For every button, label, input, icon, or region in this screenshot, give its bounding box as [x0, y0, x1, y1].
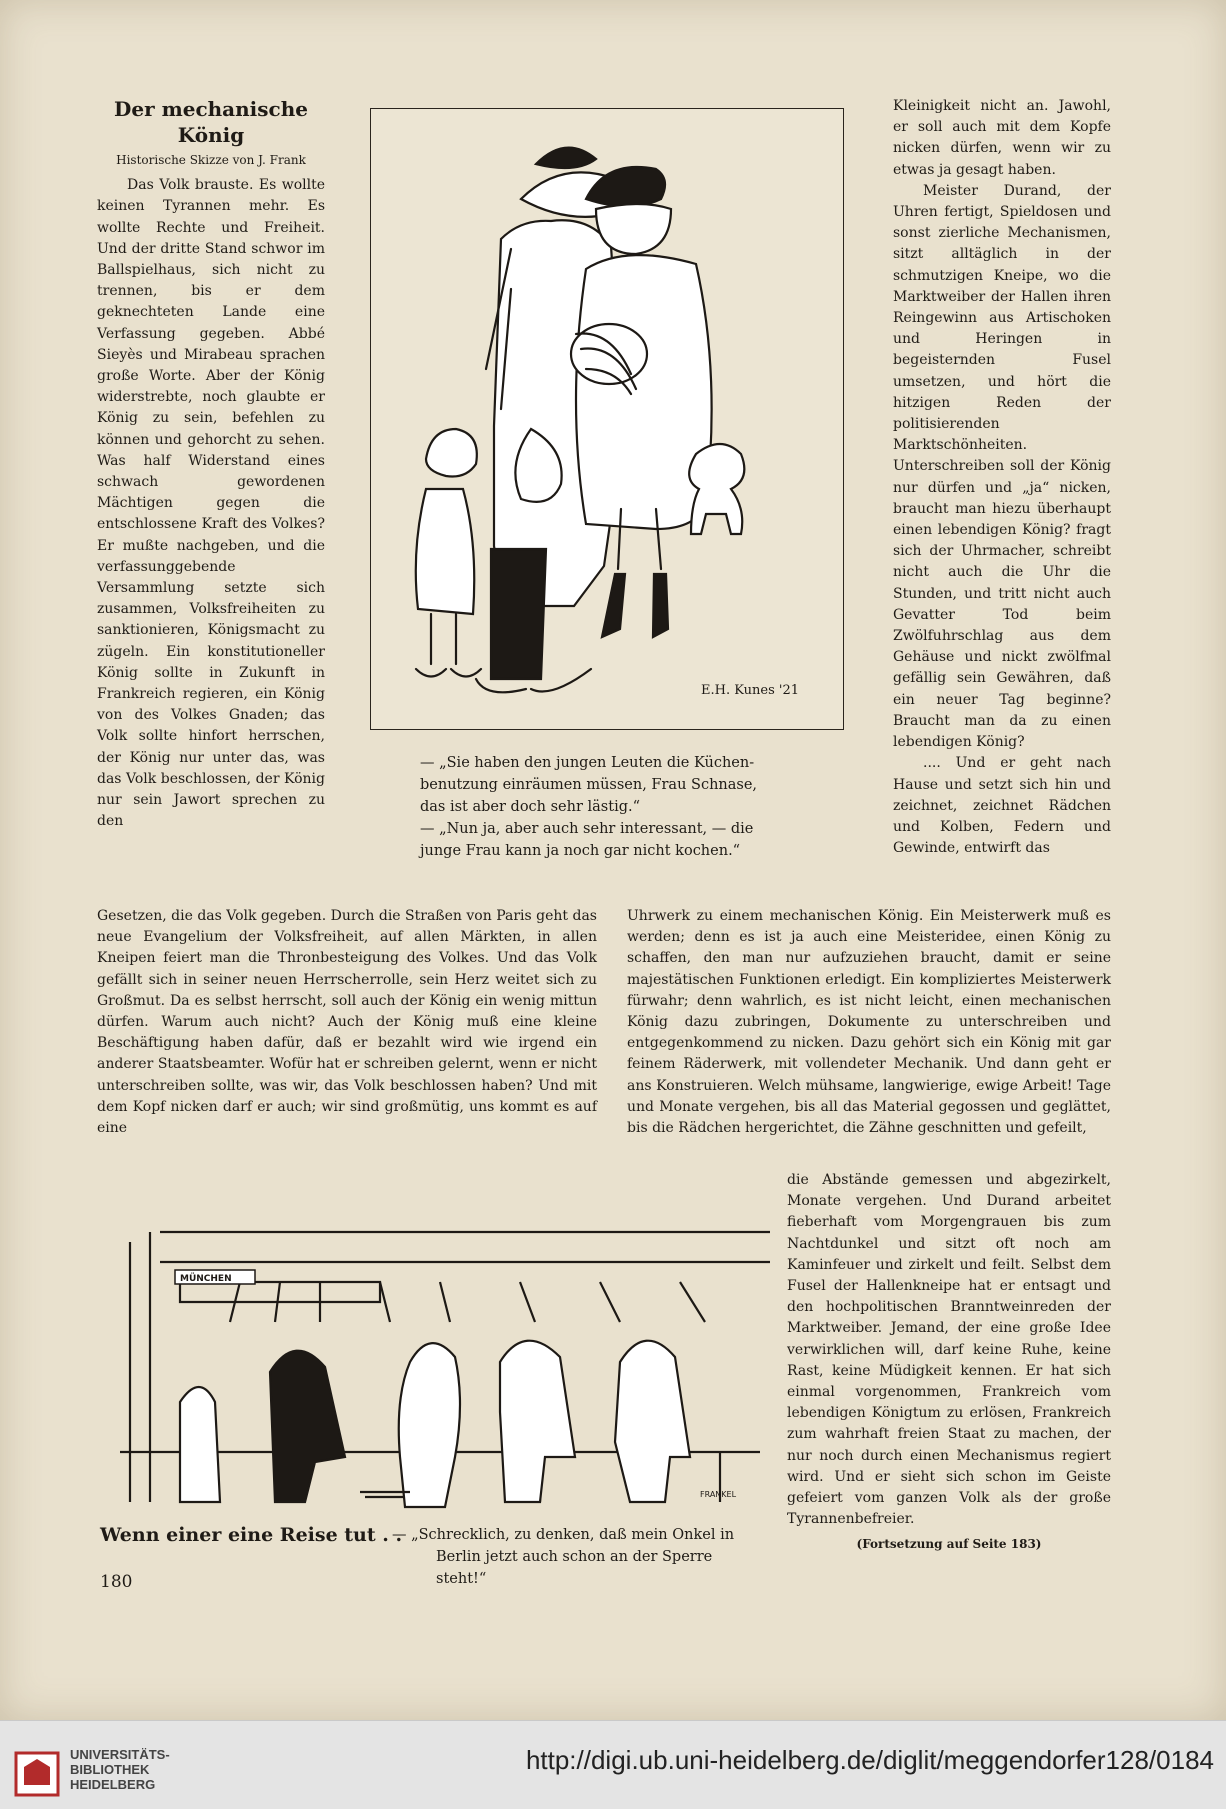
- caption-line: — „Nun ja, aber auch sehr interessant, — die: [420, 821, 754, 837]
- article-subtitle: Historische Skizze von J. Frank: [116, 153, 306, 167]
- page-number: 180: [100, 1572, 133, 1592]
- paragraph: .... Und er geht nach Hause und setzt sich hin und zeichnet, zeichnet Rädchen und Kolben, Federn und Gewinde, entwirft das: [893, 755, 1111, 857]
- illustration-drawing: [120, 1222, 770, 1512]
- caption-line: Berlin jetzt auch schon an der Sperre steht!“: [436, 1549, 713, 1587]
- paragraph: Das Volk brauste. Es wollte keinen Tyrannen mehr. Es wollte Rechte und Freiheit. Und der dritte Stand schwor im Ballspielhaus, sich nicht zu trennen, bis er dem geknechteten Lande eine Verfassung gegeben. Abbé Sieyès und Mirabeau sprachen große Worte. Aber der König widerstrebte, noch glaubte er König zu sein, befehlen zu können und gehorcht zu sehen. Was half Widerstand eines schwach gewordenen Mächtigen gegen die entschlossene Kraft des Volkes? Er mußte nachgeben, und die verfassunggebende Versammlung setzte sich zusammen, Volksfreiheiten zu sanktionieren, Königsmacht zu zügeln. Ein konstitutioneller König sollte in Zukunft in Frankreich regieren, ein König von des Volkes Gnaden; das Volk sollte hinfort herrschen, der König nur unter das, was das Volk beschlossen, der König nur sein Jawort sprechen zu den: [97, 177, 325, 830]
- illustration-station: [120, 1222, 770, 1512]
- bottom-right-column: [787, 1170, 1111, 1556]
- illustration-signature: E.H. Kunes '21: [701, 683, 800, 698]
- illustration-drawing: [371, 109, 843, 729]
- cartoon-heading: Wenn einer eine Reise tut . .: [100, 1524, 403, 1546]
- middle-left-column: [97, 906, 597, 1139]
- library-name-line: BIBLIOTHEK: [70, 1762, 150, 1777]
- caption-line: — „Schrecklich, zu denken, daß mein Onkel in: [392, 1527, 735, 1543]
- library-name: [70, 1747, 170, 1792]
- caption-line: — „Sie haben den jungen Leuten die Küchen-: [420, 755, 755, 771]
- paragraph: Meister Durand, der Uhren fertigt, Spieldosen und sonst zierliche Mechanismen, sitzt alltäglich in der schmutzigen Kneipe, wo die Marktweiber der Hallen ihren Reingewinn aus Artischoken und Heringen in begeisternden Fusel umsetzen, und hört die hitzigen Reden der politisierenden Marktschönheiten. Unterschreiben soll der König nur dürfen und „ja“ nicken, braucht man hiezu überhaupt einen lebendigen König? fragt sich der Uhrmacher, schreibt nicht auch die Uhr die Stunden, und tritt nicht auch Gevatter Tod beim Zwölfuhrschlag aus dem Gehäuse und nickt zwölfmal gefällig sein Gewähren, daß ein neuer Tag beginne? Braucht man da zu einen lebendigen König?: [893, 182, 1111, 751]
- library-name-line: UNIVERSITÄTS-: [70, 1747, 170, 1762]
- illustration-two-women: [370, 108, 844, 730]
- illustration-bottom-caption: [392, 1524, 762, 1590]
- caption-line: das ist aber doch sehr lästig.“: [420, 799, 641, 815]
- illustration-top-caption: [420, 752, 800, 862]
- paragraph: Gesetzen, die das Volk gegeben. Durch die Straßen von Paris geht das neue Evangelium der Volksfreiheit, auf allen Märkten, in allen Kneipen feiert man die Thronbesteigung des Volkes. Und das Volk gefällt sich in seiner neuen Herrscherrolle, sein Herz weitet sich zu Großmut. Da es selbst herrscht, soll auch der König ein wenig mittun dürfen. Warum auch nicht? Auch der König muß eine kleine Beschäftigung haben dafür, daß er bezahlt wird wie irgend ein anderer Staatsbeamter. Wofür hat er schreiben gelernt, wenn er nicht unterschreiben sollte, was wir, das Volk beschlossen haben? Und mit dem Kopf nicken darf er auch; wir sind großmütig, uns kommt es auf eine: [97, 908, 597, 1137]
- caption-line: benutzung einräumen müssen, Frau Schnase,: [420, 777, 758, 793]
- article-title-line2: König: [177, 123, 245, 147]
- left-column: [97, 96, 325, 833]
- caption-line: junge Frau kann ja noch gar nicht kochen.“: [420, 843, 741, 859]
- middle-right-column: [627, 906, 1111, 1139]
- footer-bar: [0, 1720, 1226, 1809]
- right-column: [893, 96, 1111, 859]
- continued-note: (Fortsetzung auf Seite 183): [856, 1537, 1042, 1552]
- paragraph: die Abstände gemessen und abgezirkelt, Monate vergehen. Und Durand arbeitet fieberhaft vom Morgengrauen bis zum Nachtdunkel und sitzt oft noch am Kaminfeuer und zirkelt und feilt. Selbst dem Fusel der Hallenkneipe hat er entsagt und den hochpolitischen Branntweinreden der Marktweiber. Jemand, der eine große Idee verwirklichen will, darf keine Ruhe, keine Rast, keine Müdigkeit kennen. Er hat sich einmal vorgenommen, Frankreich vom lebendigen Königtum zu erlösen, Frankreich zum wahrhaft freien Staat zu machen, der nur noch durch einen Mechanismus regiert wird. Und er sieht sich schon im Geiste gefeiert vom ganzen Volk als der große Tyrannenbefreier.: [787, 1172, 1111, 1528]
- station-sign: MÜNCHEN: [180, 1274, 232, 1284]
- university-logo-icon: [14, 1751, 60, 1797]
- article-title-line1: Der mechanische: [114, 97, 308, 121]
- library-name-line: HEIDELBERG: [70, 1777, 156, 1792]
- permalink-url[interactable]: http://digi.ub.uni-heidelberg.de/diglit/meggendorfer128/0184: [525, 1745, 1214, 1775]
- paragraph: Kleinigkeit nicht an. Jawohl, er soll auch mit dem Kopfe nicken dürfen, wenn wir zu etwas ja gesagt haben.: [893, 98, 1111, 178]
- paragraph: Uhrwerk zu einem mechanischen König. Ein Meisterwerk muß es werden; denn es ist ja auch eine Meisteridee, einen König zu schaffen, den man nur aufzuziehen braucht, damit er seine majestätischen Funktionen erledigt. Ein kompliziertes Meisterwerk fürwahr; denn wahrlich, es ist nicht leicht, einen mechanischen König dazu zubringen, Dokumente zu unterschreiben und entgegenkommend zu nicken. Dazu gehört sich ein König mit gar feinem Räderwerk, mit vollendeter Mechanik. Und dann geht er ans Konstruieren. Welch mühsame, langwierige, ewige Arbeit! Tage und Monate vergehen, bis all das Material gegossen und geglättet, bis die Rädchen hergerichtet, die Zähne geschnitten und gefeilt,: [627, 908, 1111, 1137]
- illustration-signature: FRANKEL: [700, 1490, 737, 1499]
